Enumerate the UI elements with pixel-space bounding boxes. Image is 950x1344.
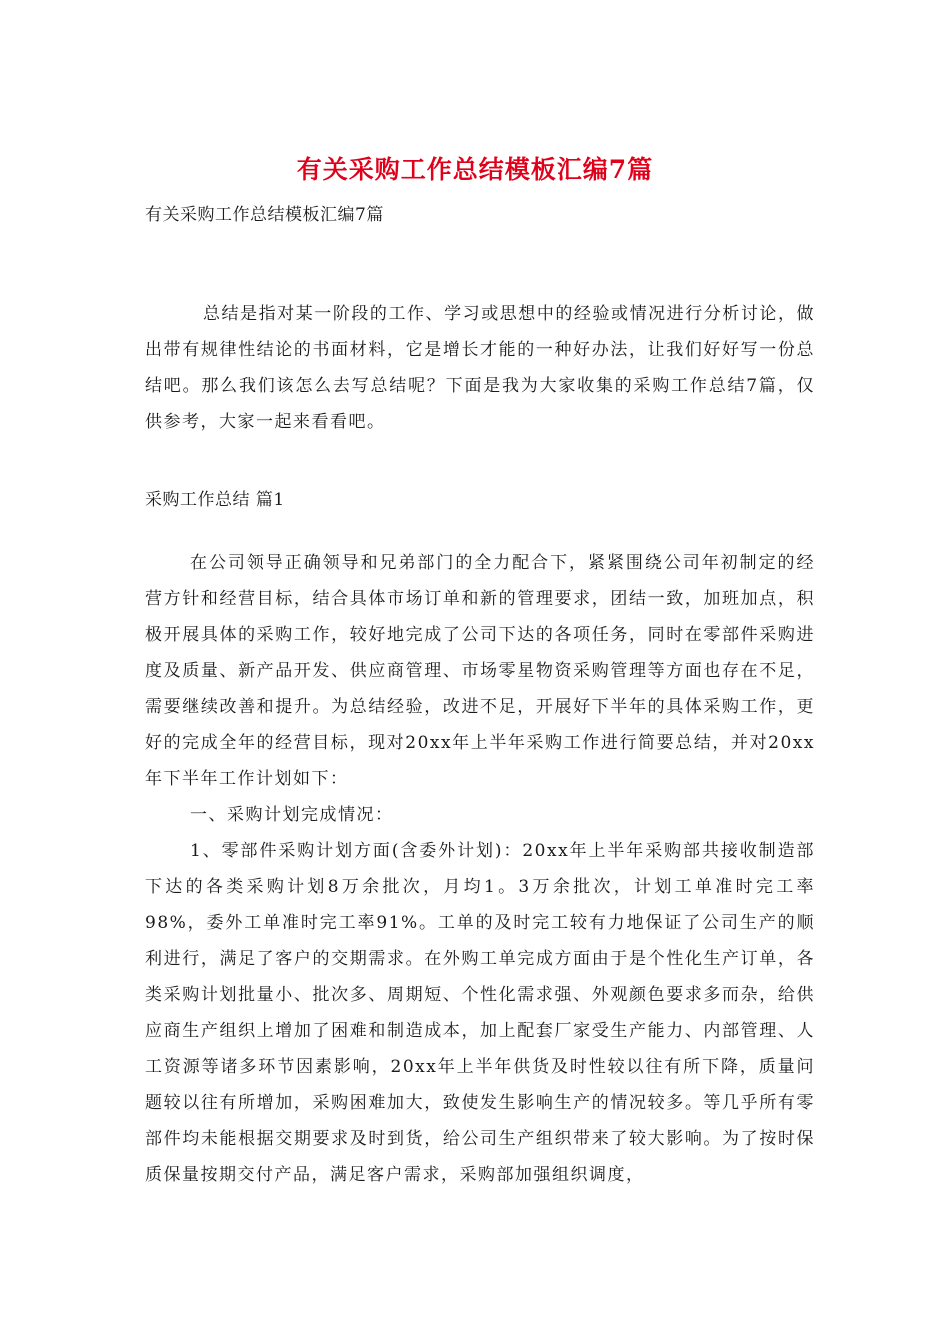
section-heading: 采购工作总结 篇1	[145, 490, 285, 510]
body-paragraph: 1、零部件采购计划方面(含委外计划)：20xx年上半年采购部共接收制造部下达的各类采购计划8万余批次，月均1。3万余批次，计划工单准时完工率98%，委外工单准时完工率91%。工单的及时完工较有力地保证了公司生产的顺利进行，满足了客户的交期需求。在外购工单完成方面由于是个性化生产订单，各类采购计划批量小、批次多、周期短、个性化需求强、外观颜色要求多而杂，给供应商生产组织上增加了困难和制造成本，加上配套厂家受生产能力、内部管理、人工资源等诸多环节因素影响，20xx年上半年供货及时性较以往有所下降，质量问题较以往有所增加，采购困难加大，致使发生影响生产的情况较多。等几乎所有零部件均未能根据交期要求及时到货，给公司生产组织带来了较大影响。为了按时保质保量按期交付产品，满足客户需求，采购部加强组织调度，	[145, 841, 815, 1185]
body-paragraph: 一、采购计划完成情况：	[190, 805, 394, 825]
intro-paragraph: 总结是指对某一阶段的工作、学习或思想中的经验或情况进行分析讨论，做出带有规律性结论的书面材料，它是增长才能的一种好办法，让我们好好写一份总结吧。那么我们该怎么去写总结呢？下面是我为大家收集的采购工作总结7篇，仅供参考，大家一起来看看吧。	[145, 304, 815, 432]
body-paragraph: 在公司领导正确领导和兄弟部门的全力配合下，紧紧围绕公司年初制定的经营方针和经营目标，结合具体市场订单和新的管理要求，团结一致，加班加点，积极开展具体的采购工作，较好地完成了公司下达的各项任务，同时在零部件采购进度及质量、新产品开发、供应商管理、市场零星物资采购管理等方面也存在不足，需要继续改善和提升。为总结经验，改进不足，开展好下半年的具体采购工作，更好的完成全年的经营目标，现对20xx年上半年采购工作进行简要总结，并对20xx年下半年工作计划如下：	[145, 553, 815, 789]
document-subtitle: 有关采购工作总结模板汇编7篇	[145, 205, 384, 225]
section-body	[145, 545, 815, 1193]
document-title: 有关采购工作总结模板汇编7篇	[296, 155, 654, 184]
